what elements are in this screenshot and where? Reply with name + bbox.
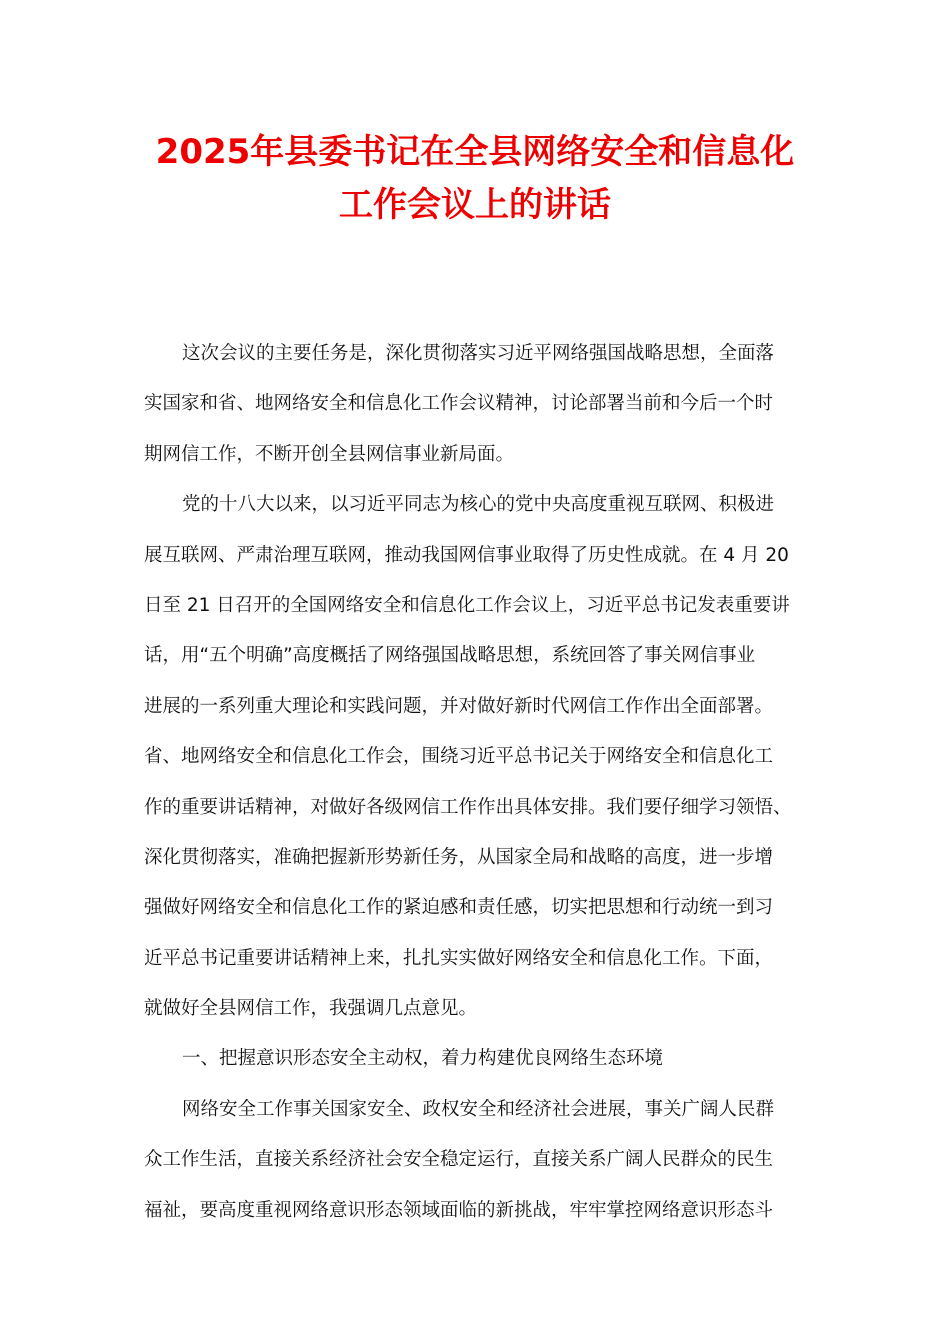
paragraph-1-line-3: 期网信工作，不断开创全县网信事业新局面。 <box>144 443 515 465</box>
paragraph-3-line-2: 众工作生活，直接关系经济社会安全稳定运行，直接关系广阔人民群众的民生 <box>144 1149 774 1171</box>
section-heading-1: 一、把握意识形态安全主动权，着力构建优良网络生态环境 <box>182 1048 664 1070</box>
paragraph-2-line-5: 进展的一系列重大理论和实践问题，并对做好新时代网信工作作出全面部署。 <box>144 695 774 717</box>
paragraph-2-line-4: 话，用“五个明确”高度概括了网络强国战略思想，系统回答了事关网信事业 <box>144 645 756 667</box>
paragraph-2-line-7: 作的重要讲话精神，对做好各级网信工作作出具体安排。我们要仔细学习领悟、 <box>144 796 792 818</box>
paragraph-2-line-9: 强做好网络安全和信息化工作的紧迫感和责任感，切实把思想和行动统一到习 <box>144 897 774 919</box>
paragraph-2-line-2: 展互联网、严肃治理互联网，推动我国网信事业取得了历史性成就。在 4 月 20 <box>144 544 789 566</box>
paragraph-1-line-1: 这次会议的主要任务是，深化贯彻落实习近平网络强国战略思想，全面落 <box>182 343 775 364</box>
title-line-1: 2025年县委书记在全县网络安全和信息化 <box>155 132 795 172</box>
paragraph-2-line-1: 党的十八大以来，以习近平同志为核心的党中央高度重视互联网、积极进 <box>182 494 775 516</box>
paragraph-3-line-1: 网络安全工作事关国家安全、政权安全和经济社会进展，事关广阔人民群 <box>182 1098 775 1120</box>
document-body <box>144 329 808 1236</box>
paragraph-2-line-8: 深化贯彻落实，准确把握新形势新任务，从国家全局和战略的高度，进一步增 <box>144 846 774 868</box>
paragraph-2-line-3: 日至 21 日召开的全国网络安全和信息化工作会议上，习近平总书记发表重要讲 <box>144 594 790 616</box>
title-line-2: 工作会议上的讲话 <box>339 185 611 225</box>
paragraph-2-line-6: 省、地网络安全和信息化工作会，围绕习近平总书记关于网络安全和信息化工 <box>144 746 774 768</box>
paragraph-3-line-3: 福祉，要高度重视网络意识形态领域面临的新挑战，牢牢掌控网络意识形态斗 <box>144 1199 774 1221</box>
paragraph-1-line-2: 实国家和省、地网络安全和信息化工作会议精神，讨论部署当前和今后一个时 <box>144 393 774 415</box>
paragraph-2-line-10: 近平总书记重要讲话精神上来，扎扎实实做好网络安全和信息化工作。下面， <box>144 947 774 969</box>
document-title <box>100 126 850 232</box>
paragraph-2-line-11: 就做好全县网信工作，我强调几点意见。 <box>144 998 478 1020</box>
